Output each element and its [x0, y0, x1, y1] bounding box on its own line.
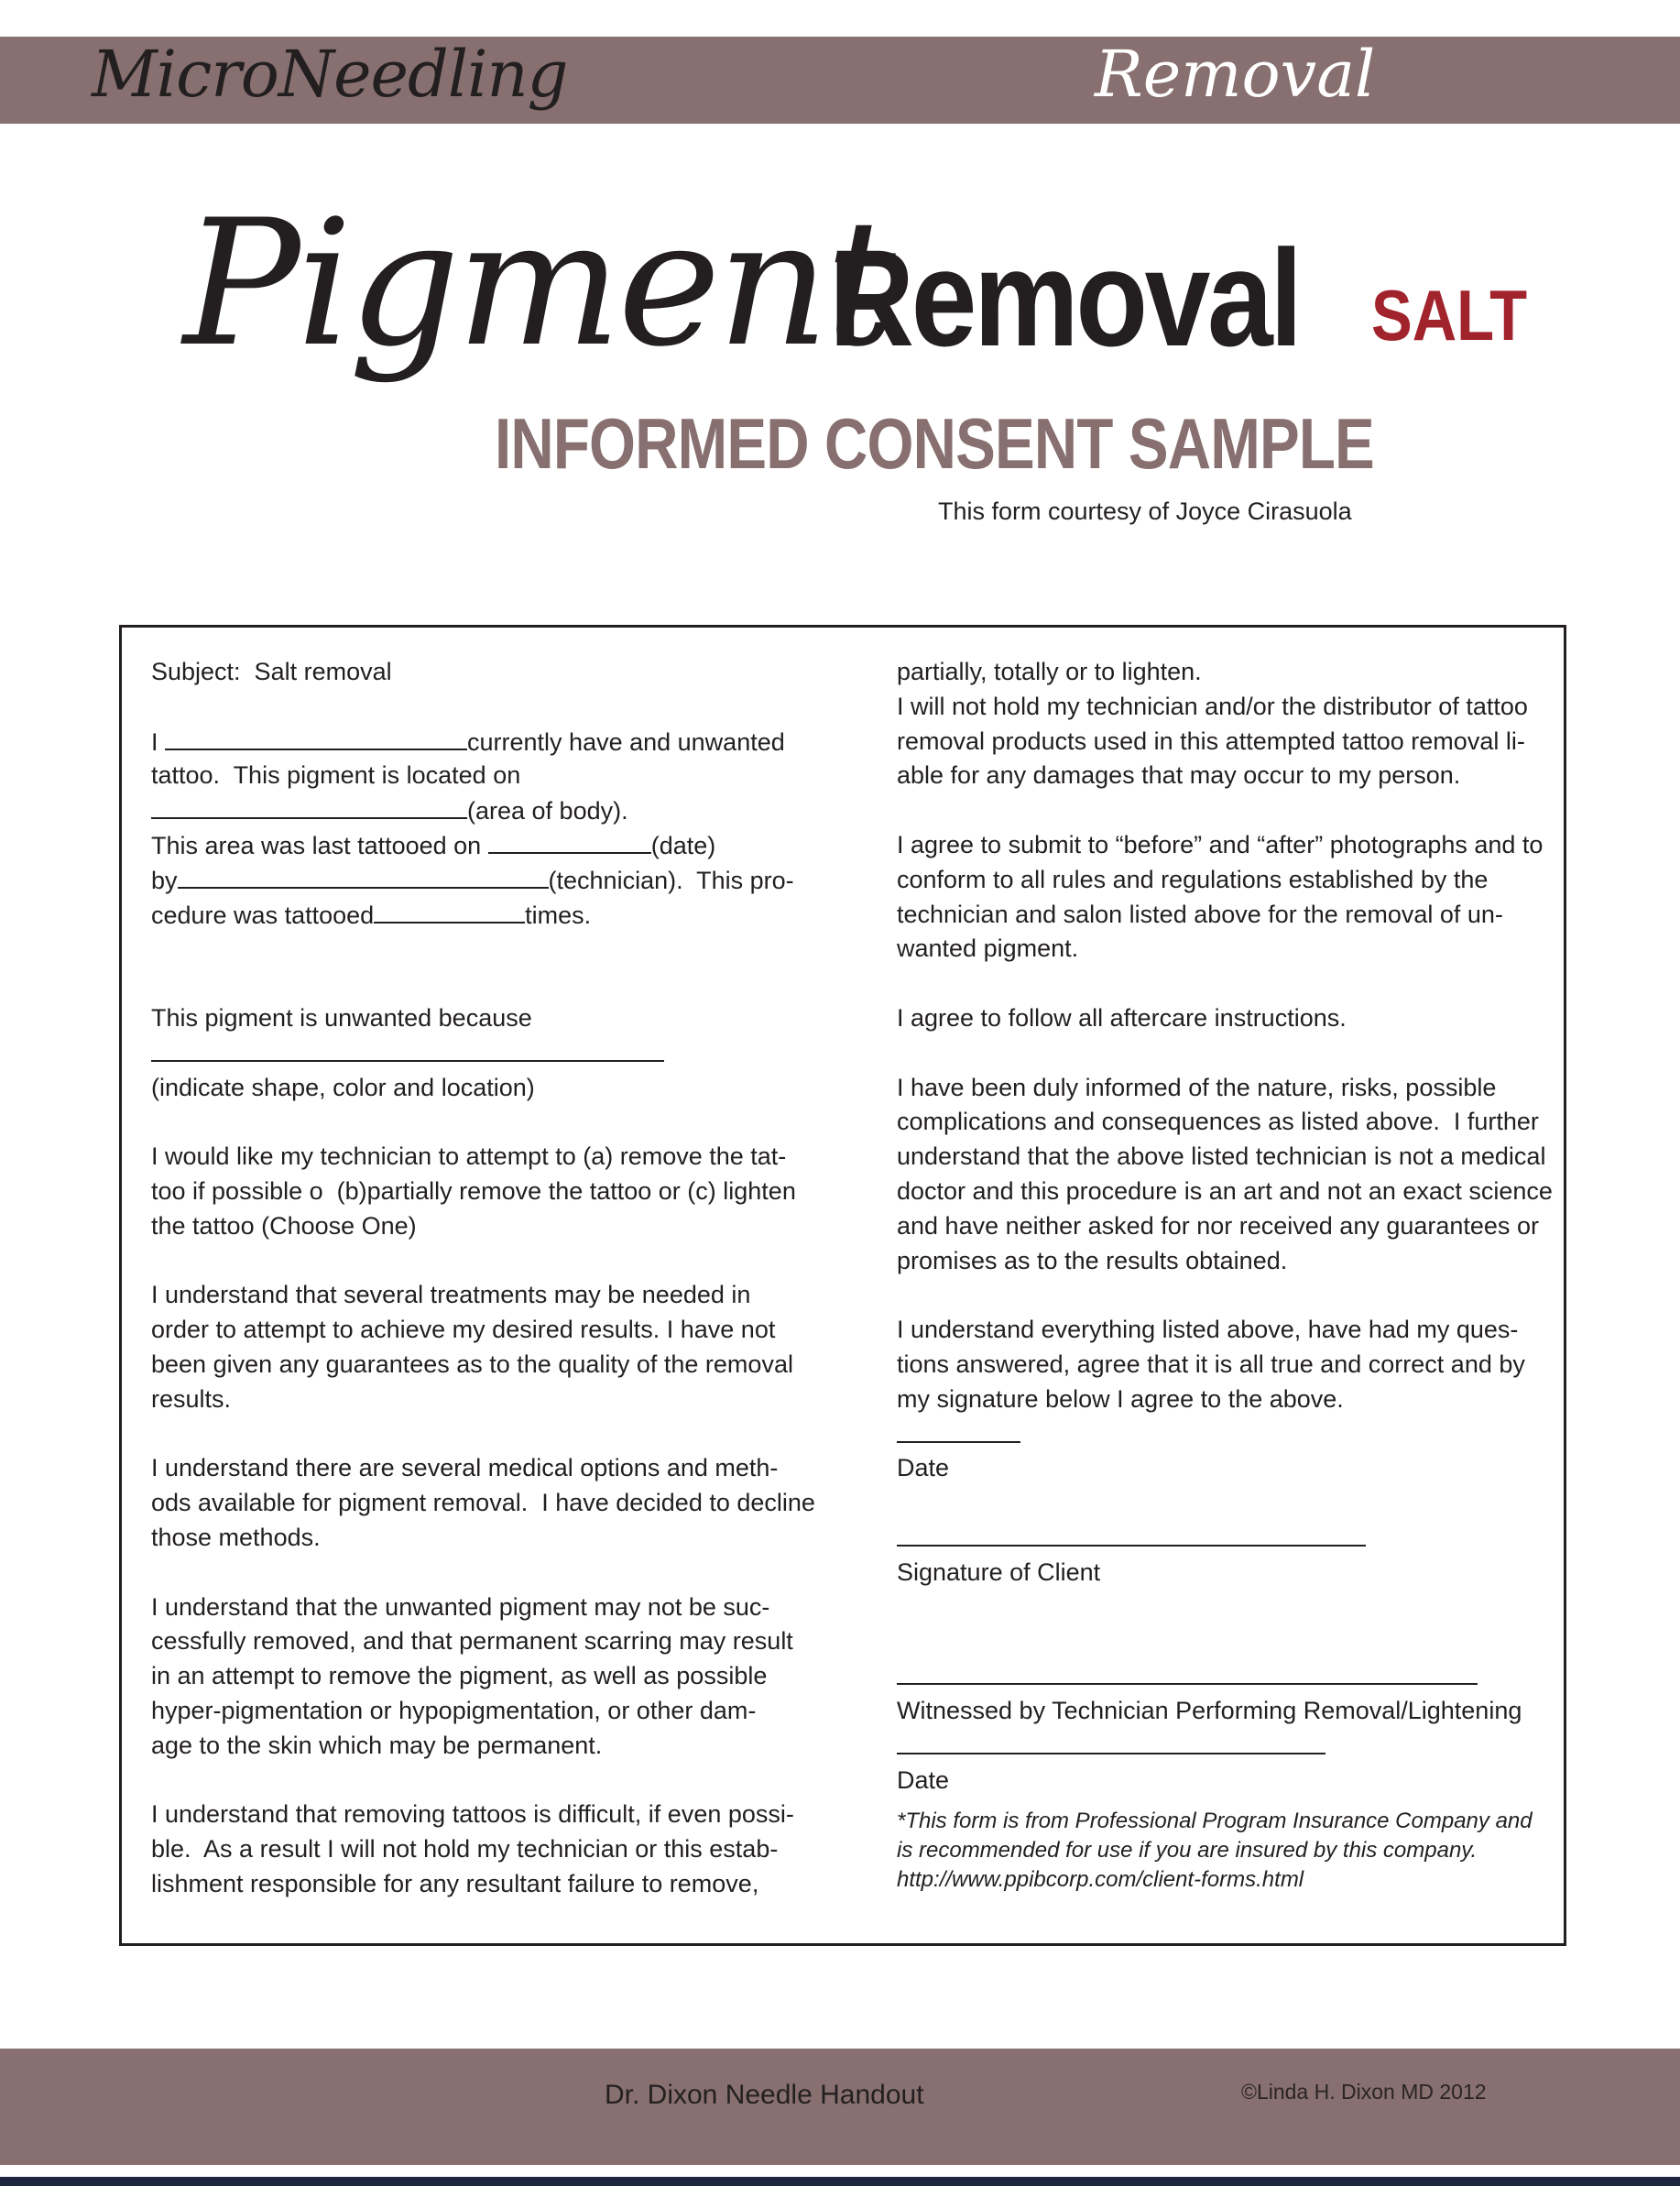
footnote-line: is recommended for use if you are insured by this company.	[897, 1838, 1478, 1864]
brand-microneedling: MicroNeedling	[92, 37, 568, 112]
copyright-label: ©Linda H. Dixon MD 2012	[1241, 2080, 1487, 2104]
p7-line: I understand that removing tattoos is difficult, if even possi-	[151, 1800, 794, 1829]
r4-line: complications and consequences as listed above. I further	[897, 1108, 1539, 1136]
p6-line: cessfully removed, and that permanent scarring may result	[151, 1627, 793, 1656]
r5-line: I understand everything listed above, have had my ques-	[897, 1316, 1519, 1344]
courtesy-line: This form courtesy of Joyce Cirasuola	[938, 497, 1352, 525]
title-tag-salt: SALT	[1371, 275, 1528, 355]
handout-label: Dr. Dixon Needle Handout	[605, 2080, 924, 2110]
unwanted-reason-line	[151, 1036, 811, 1071]
date-label-client: Date	[897, 1454, 950, 1482]
technician-line: by (technician). This pro-	[151, 863, 811, 898]
r1-line: partially, totally or to lighten.	[897, 658, 1202, 685]
tattoo-location-text: tattoo. This pigment is located on	[151, 761, 521, 790]
witness-label: Witnessed by Technician Performing Removal/Lightening	[897, 1696, 1522, 1724]
unwanted-reason-hint: (indicate shape, color and location)	[151, 1073, 535, 1101]
r4-line: understand that the above listed technician is not a medical	[897, 1142, 1546, 1171]
p3-line: too if possible o (b)partially remove the tattoo or (c) lighten	[151, 1176, 796, 1205]
r1-line: I will not hold my technician and/or the distributor of tattoo	[897, 692, 1528, 720]
date-label-witness: Date	[897, 1765, 950, 1794]
r4-line: I have been duly informed of the nature, risks, possible	[897, 1073, 1497, 1101]
r2-line: wanted pigment.	[897, 935, 1079, 963]
witness-date-field[interactable]	[897, 1729, 1325, 1754]
witness-signature-line	[897, 1659, 1538, 1694]
p7-line: ble. As a result I will not hold my technician or this estab-	[151, 1835, 779, 1864]
prior-technician-field[interactable]	[178, 863, 549, 889]
r1-line: removal products used in this attempted tattoo removal li-	[897, 727, 1525, 755]
brand-removal: Removal	[1095, 37, 1376, 112]
p4-line: results.	[151, 1384, 232, 1413]
p6-line: hyper-pigmentation or hypopigmentation, or other dam-	[151, 1696, 757, 1724]
header-band	[0, 37, 1680, 124]
p5-line: those methods.	[151, 1523, 321, 1551]
p6-line: age to the skin which may be permanent.	[151, 1731, 603, 1759]
footnote-url: http://www.ppibcorp.com/client-forms.html	[897, 1867, 1304, 1893]
p5-line: ods available for pigment removal. I have decided to decline	[151, 1489, 815, 1517]
p7-line: lishment responsible for any resultant failure to remove,	[151, 1869, 759, 1897]
last-tattooed-date-field[interactable]	[488, 828, 651, 854]
p4-line: order to attempt to achieve my desired results. I have not	[151, 1316, 776, 1344]
p5-line: I understand there are several medical options and meth-	[151, 1454, 779, 1482]
p4-line: been given any guarantees as to the quality of the removal	[151, 1350, 793, 1378]
body-area-line: (area of body).	[151, 793, 811, 828]
client-name-line: I currently have and unwanted	[151, 725, 811, 760]
consent-form-box	[119, 625, 1566, 1946]
p6-line: I understand that the unwanted pigment may not be suc-	[151, 1592, 770, 1621]
subject-line: Subject: Salt removal	[151, 658, 392, 685]
times-tattooed-line: cedure was tattooed times.	[151, 898, 811, 933]
r4-line: promises as to the results obtained.	[897, 1246, 1288, 1274]
client-date-line	[897, 1417, 1538, 1452]
r4-line: and have neither asked for nor received any guarantees or	[897, 1211, 1539, 1240]
title-bold-word: Removal	[829, 221, 1300, 375]
unwanted-reason-field[interactable]	[151, 1036, 664, 1062]
unwanted-reason-label: This pigment is unwanted because	[151, 1003, 532, 1032]
r2-line: conform to all rules and regulations established by the	[897, 865, 1489, 893]
client-date-field[interactable]	[897, 1417, 1020, 1443]
form-left-column	[151, 655, 815, 1902]
witness-date-line	[897, 1729, 1538, 1764]
last-tattooed-line: This area was last tattooed on (date)	[151, 828, 811, 863]
r1-line: able for any damages that may occur to my person.	[897, 761, 1461, 790]
p4-line: I understand that several treatments may be needed in	[151, 1281, 751, 1309]
client-signature-field[interactable]	[897, 1521, 1366, 1547]
r4-line: doctor and this procedure is an art and not an exact science	[897, 1176, 1553, 1205]
p3-line: the tattoo (Choose One)	[151, 1211, 417, 1240]
p6-line: in an attempt to remove the pigment, as well as possible	[151, 1662, 768, 1690]
r2-line: I agree to submit to “before” and “after” photographs and to	[897, 830, 1544, 858]
client-signature-line	[897, 1521, 1538, 1556]
document-subtitle: INFORMED CONSENT SAMPLE	[495, 403, 1374, 484]
footnote-line: *This form is from Professional Program Insurance Company and	[897, 1809, 1533, 1834]
footer-band	[0, 2049, 1680, 2165]
r2-line: technician and salon listed above for the removal of un-	[897, 900, 1503, 928]
title-script-word: Pigment	[183, 182, 892, 385]
signature-label: Signature of Client	[897, 1558, 1101, 1586]
bottom-edge-strip	[0, 2177, 1680, 2186]
p3-line: I would like my technician to attempt to (a) remove the tat-	[151, 1142, 787, 1171]
form-right-column	[897, 655, 1553, 1895]
r5-line: tions answered, agree that it is all true and correct and by	[897, 1350, 1525, 1378]
client-name-field[interactable]	[165, 725, 467, 750]
r3-line: I agree to follow all aftercare instructions.	[897, 1003, 1347, 1032]
body-area-field[interactable]	[151, 793, 467, 819]
times-tattooed-field[interactable]	[374, 898, 525, 924]
r5-line: my signature below I agree to the above.	[897, 1384, 1344, 1413]
witness-signature-field[interactable]	[897, 1659, 1478, 1685]
